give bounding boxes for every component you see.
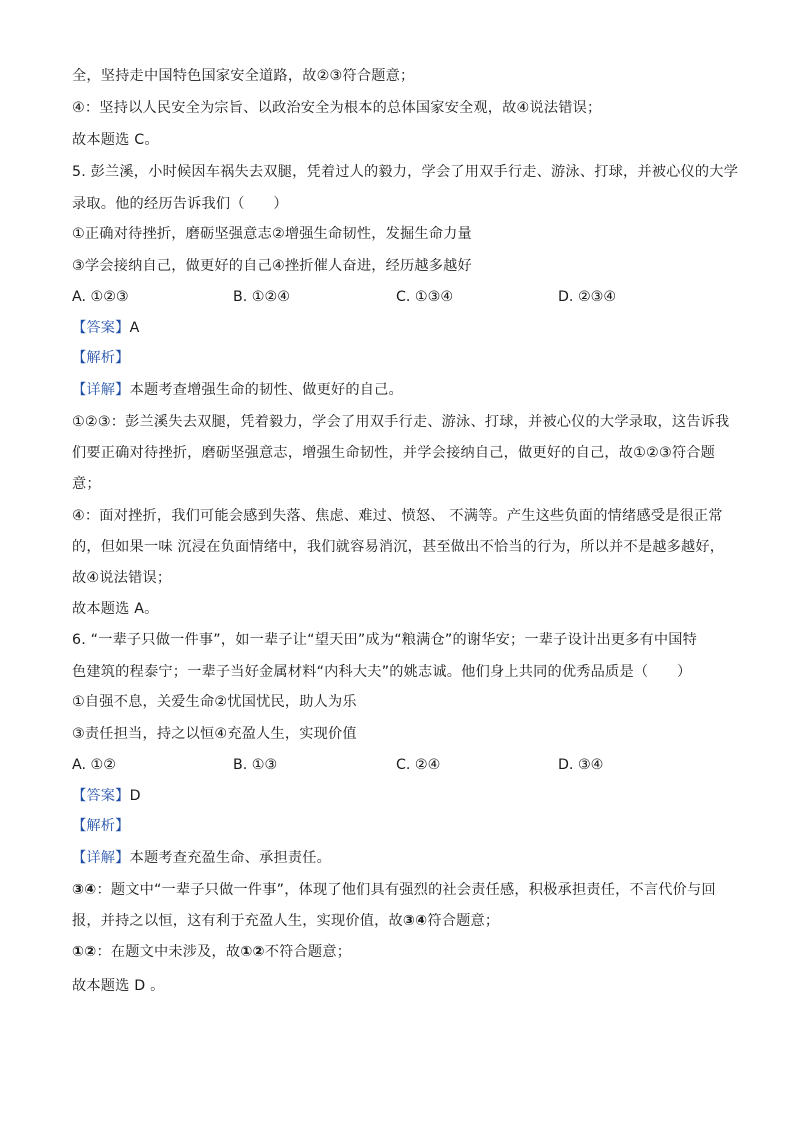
option-d: D. ③④ bbox=[558, 757, 604, 773]
detail-line: 【详解】本题考查增强生命的韧性、做更好的自己。 bbox=[72, 382, 403, 398]
option-b: B. ①③ bbox=[233, 757, 278, 773]
option-a: A. ①② bbox=[72, 757, 116, 773]
analysis-tag: 【解析】 bbox=[72, 818, 130, 834]
text-line: ④：面对挫折，我们可能会感到失落、焦虑、难过、愤怒、 不满等。产生这些负面的情绪感受是很正常 bbox=[72, 508, 723, 524]
option-c: C. ②④ bbox=[396, 757, 441, 773]
detail-tag: 【详解】 bbox=[72, 382, 130, 398]
text-line: 故本题选 D 。 bbox=[72, 978, 165, 994]
text-line: ①②③：彭兰溪失去双腿，凭着毅力，学会了用双手行走、游泳、打球，并被心仪的大学录取，这告诉我 bbox=[72, 414, 730, 430]
analysis-tag: 【解析】 bbox=[72, 350, 130, 366]
answer-tag: 【答案】 bbox=[72, 788, 130, 804]
option-b: B. ①②④ bbox=[233, 289, 290, 305]
text-line: 故本题选 C。 bbox=[72, 132, 159, 148]
text-line: ①②：在题文中未涉及，故①②不符合题意； bbox=[72, 944, 352, 960]
text-line: 们要正确对待挫折，磨砺坚强意志，增强生命韧性，并学会接纳自己，做更好的自己，故①②③符合题 bbox=[72, 445, 716, 461]
question-5-stem: 录取。他的经历告诉我们（ ） bbox=[72, 196, 288, 212]
detail-tag: 【详解】 bbox=[72, 850, 130, 866]
text-line: 的，但如果一味 沉浸在负面情绪中，我们就容易消沉，甚至做出不恰当的行为，所以并不是越多越好， bbox=[72, 539, 725, 555]
option-a: A. ①②③ bbox=[72, 289, 129, 305]
text-line: 全，坚持走中国特色国家安全道路，故②③符合题意； bbox=[72, 68, 415, 84]
question-5-statement: ①正确对待挫折，磨砺坚强意志②增强生命韧性，发掘生命力量 bbox=[72, 226, 472, 242]
question-6-stem: 6. “一辈子只做一件事”，如一辈子让“望天田”成为“粮满仓”的谢华安；一辈子设计出更多有中国特 bbox=[72, 632, 698, 648]
answer-value: D bbox=[129, 788, 141, 804]
answer-value: A bbox=[129, 320, 140, 336]
question-6-statement: ①自强不息，关爱生命②忧国忧民，助人为乐 bbox=[72, 694, 357, 710]
question-6-statement: ③责任担当，持之以恒④充盈人生，实现价值 bbox=[72, 726, 357, 742]
question-5-statement: ③学会接纳自己，做更好的自己④挫折催人奋进，经历越多越好 bbox=[72, 258, 472, 274]
answer-tag: 【答案】 bbox=[72, 320, 130, 336]
text-line: ④：坚持以人民安全为宗旨、以政治安全为根本的总体国家安全观，故④说法错误； bbox=[72, 100, 602, 116]
option-d: D. ②③④ bbox=[558, 289, 617, 305]
option-c: C. ①③④ bbox=[396, 289, 454, 305]
text-line: 故④说法错误； bbox=[72, 570, 172, 586]
question-5-stem: 5. 彭兰溪，小时候因车祸失去双腿，凭着过人的毅力，学会了用双手行走、游泳、打球，并被心仪的大学 bbox=[72, 164, 739, 180]
question-6-stem: 色建筑的程泰宁；一辈子当好金属材料“内科大夫”的姚志诚。他们身上共同的优秀品质是（ ） bbox=[72, 664, 692, 680]
answer-line bbox=[72, 318, 139, 338]
text-line: 报，并持之以恒，这有利于充盈人生，实现价值，故③④符合题意； bbox=[72, 913, 500, 929]
text-line: 意； bbox=[72, 476, 101, 492]
detail-line: 【详解】本题考查充盈生命、承担责任。 bbox=[72, 850, 331, 866]
text-line: 故本题选 A。 bbox=[72, 601, 159, 617]
text-line: ③④：题文中“一辈子只做一件事”，体现了他们具有强烈的社会责任感，积极承担责任，不言代价与回 bbox=[72, 882, 716, 898]
answer-line bbox=[72, 786, 141, 806]
